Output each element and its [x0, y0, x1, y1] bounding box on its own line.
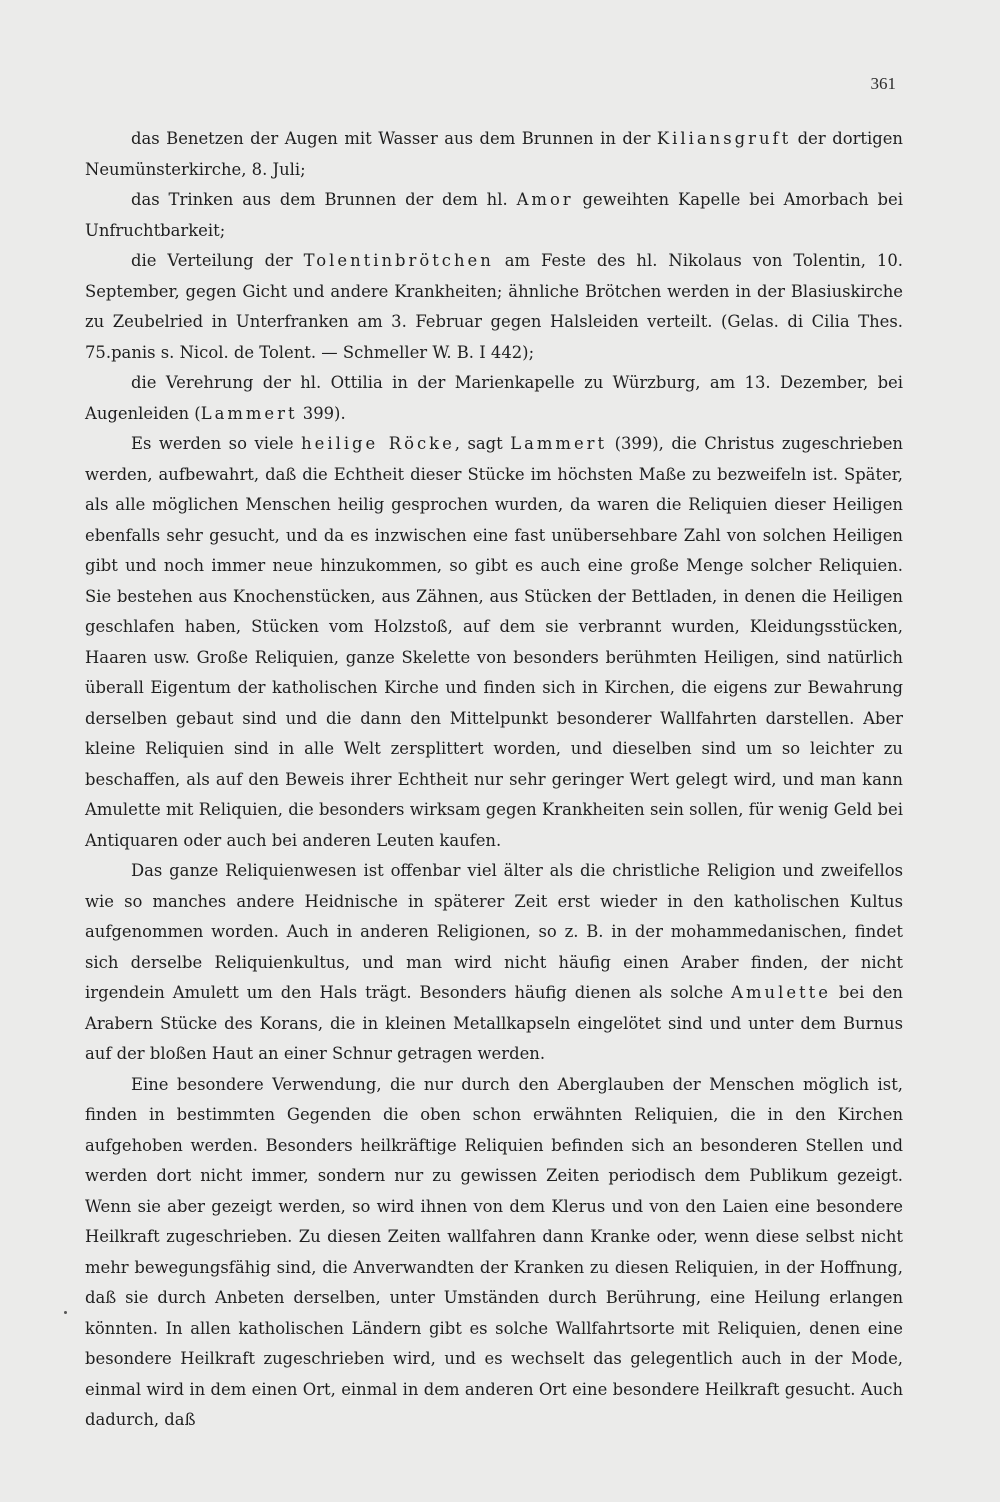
paragraph [85, 124, 903, 185]
text-run: Eine besondere Verwendung, die nur durch den Aberglauben der Menschen möglich ist, finden in bestimmten Gegenden die oben schon erwähnten Reliquien, die in den Kirchen aufgehoben werden. Besonders heilkräftige Reliquien befinden sich an besonderen Stellen und werden dort nicht immer, sondern nur zu gewissen Zeiten periodisch dem Publikum gezeigt. Wenn sie aber gezeigt werden, so wird ihnen von dem Klerus und von den Laien eine besondere Heilkraft zugeschrieben. Zu diesen Zeiten wallfahren dann Kranke oder, wenn diese selbst nicht mehr bewegungsfähig sind, die Anverwandten der Kranken zu diesen Reliquien, in der Hoffnung, daß sie durch Anbeten derselben, unter Umständen durch Berührung, eine Heilung erlangen könnten. In allen katholischen Ländern gibt es solche Wallfahrtsorte mit Reliquien, denen eine besondere Heilkraft zugeschrieben wird, und es wechselt das gelegentlich auch in der Mode, einmal wird in dem einen Ort, einmal in dem anderen Ort eine besondere Heilkraft gesucht. Auch dadurch, daß [85, 1074, 903, 1429]
text-run: geweihten Kapelle bei Amorbach bei Unfruchtbarkeit; [85, 190, 903, 240]
text-run: 399). [297, 403, 346, 423]
text-run: die Verehrung der hl. Ottilia in der Marienkapelle zu Würzburg, am 13. Dezember, bei Augenleiden ( [85, 373, 903, 423]
paragraph [85, 429, 903, 856]
emphasized-term: Amor [516, 190, 574, 209]
text-run: bei den Arabern Stücke des Korans, die in kleinen Metallkapseln eingelötet sind und unter dem Burnus auf der bloßen Haut an einer Schnur getragen werden. [85, 983, 903, 1063]
text-run: das Trinken aus dem Brunnen der dem hl. [131, 190, 517, 209]
paragraph [85, 1070, 903, 1436]
page-number: 361 [870, 74, 896, 93]
text-run: die Verteilung der [131, 251, 304, 270]
text-run: am Feste des hl. Nikolaus von Tolentin, 10. September, gegen Gicht und andere Krankheiten; ähnliche Brötchen werden in der Blasiuskirche zu Zeubelried in Unterfranken am 3. Februar gegen Halsleiden verteilt. (Gelas. di Cilia Thes. 75.panis s. Nicol. de Tolent. — Schmeller W. B. I 442); [85, 251, 903, 362]
text-run: (399), die Christus zugeschrieben werden, aufbewahrt, daß die Echtheit dieser Stücke im höchsten Maße zu bezweifeln ist. Später, als alle möglichen Menschen heilig gesprochen wurden, da waren die Reliquien dieser Heiligen ebenfalls sehr gesucht, und da es inzwischen eine fast unübersehbare Zahl von solchen Heiligen gibt und noch immer neue hinzukommen, so gibt es auch eine große Menge solcher Reliquien. Sie bestehen aus Knochenstücken, aus Zähnen, aus Stücken der Bettladen, in denen die Heiligen geschlafen haben, Stücken vom Holzstoß, auf dem sie verbrannt wurden, Kleidungsstücken, Haaren usw. Große Reliquien, ganze Skelette von besonders berühmten Heiligen, sind natürlich überall Eigentum der katholischen Kirche und finden sich in Kirchen, die eigens zur Bewahrung derselben gebaut sind und die dann den Mittelpunkt besonderer Wallfahrten darstellen. Aber kleine Reliquien sind in alle Welt zersplittert worden, und dieselben sind um so leichter zu beschaffen, als auf den Beweis ihrer Echtheit nur sehr geringer Wert gelegt wird, und man kann Amulette mit Reliquien, die besonders wirksam gegen Krankheiten sein sollen, für wenig Geld bei Antiquaren oder auch bei anderen Leuten kaufen. [85, 434, 903, 850]
paragraph [85, 246, 903, 368]
body-text [85, 124, 903, 1436]
emphasized-term: Lammert [510, 434, 608, 453]
text-run: Es werden so viele [131, 434, 302, 453]
text-run: der dortigen Neumünsterkirche, 8. Juli; [85, 129, 903, 179]
emphasized-term: Amulette [731, 983, 831, 1002]
paragraph [85, 185, 903, 246]
paragraph [85, 856, 903, 1070]
text-run: Das ganze Reliquienwesen ist offenbar viel älter als die christliche Religion und zweifellos wie so manches andere Heidnische in späterer Zeit erst wieder in den katholischen Kultus aufgenommen worden. Auch in anderen Religionen, so z. B. in der mohammedanischen, findet sich derselbe Reliquienkultus, und man wird nicht häufig einen Araber finden, der nicht irgendein Amulett um den Hals trägt. Besonders häufig dienen als solche [85, 861, 903, 1002]
emphasized-term: Lammert [200, 403, 298, 423]
paragraph [85, 368, 903, 429]
text-run: , sagt [454, 434, 511, 453]
text-run: das Benetzen der Augen mit Wasser aus dem Brunnen in der [131, 129, 657, 148]
emphasized-term: Kiliansgruft [656, 129, 792, 148]
emphasized-term: heilige Röcke [301, 434, 455, 453]
margin-speck [64, 1311, 67, 1314]
emphasized-term: Tolentinbrötchen [303, 251, 494, 270]
